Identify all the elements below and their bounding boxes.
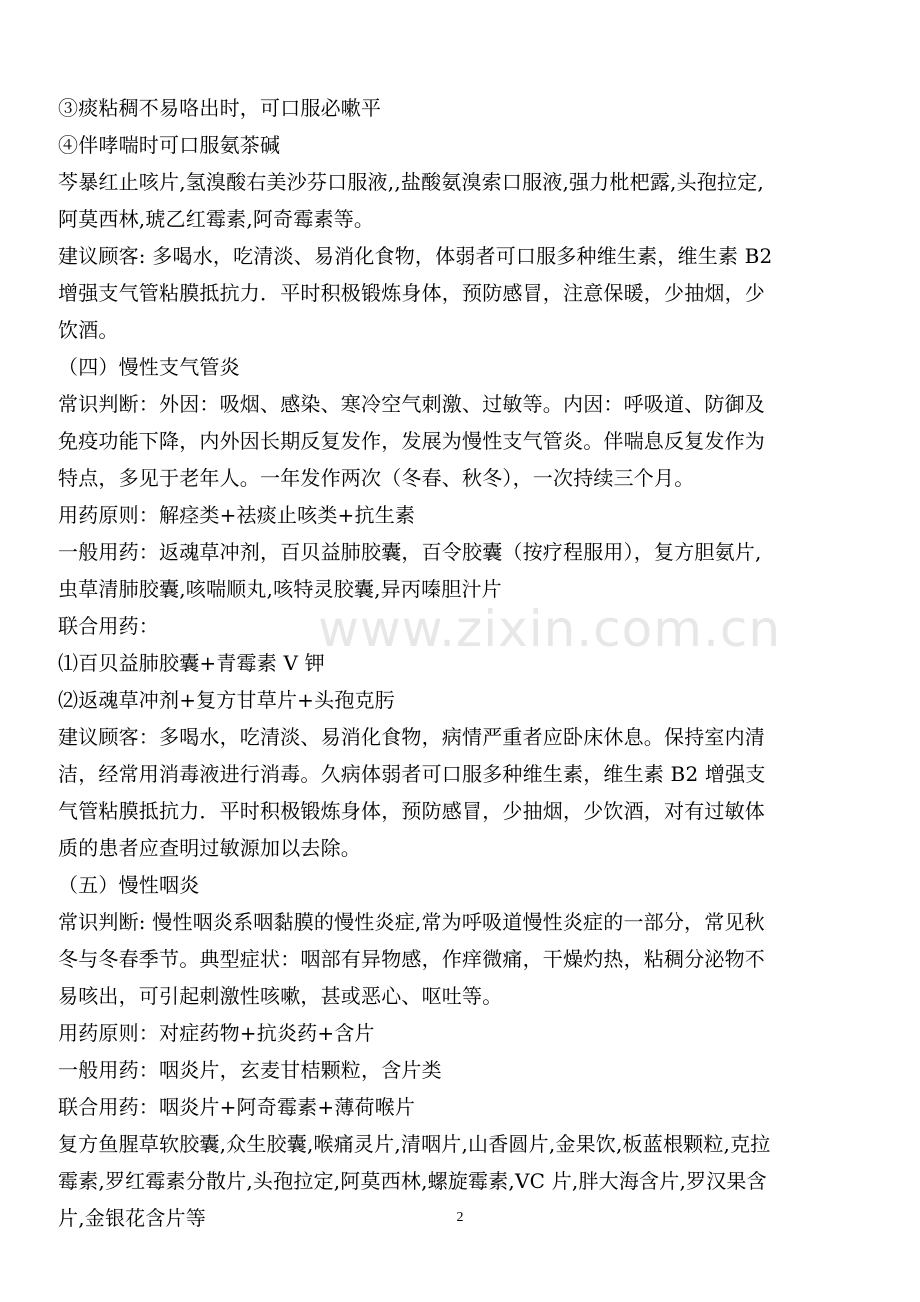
text-line: 常识判断：外因：吸烟、感染、寒冷空气刺激、过敏等。内因：呼吸道、防御及 xyxy=(58,392,765,416)
text-line: 联合用药： xyxy=(58,614,159,638)
text-line: 芩暴红止咳片,氢溴酸右美沙芬口服液,,盐酸氨溴索口服液,强力枇杷露,头孢拉定, xyxy=(58,170,764,194)
text-line: 增强支气管粘膜抵抗力．平时积极锻炼身体，预防感冒，注意保暖，少抽烟，少 xyxy=(58,281,765,305)
text-line: 阿莫西林,琥乙红霉素,阿奇霉素等。 xyxy=(58,207,375,231)
text-line: 用药原则：对症药物+抗炎药+含片 xyxy=(58,1021,375,1045)
text-line: 片,金银花含片等 xyxy=(58,1206,206,1230)
text-line: 一般用药：咽炎片，玄麦甘桔颗粒，含片类 xyxy=(58,1058,442,1082)
watermark: www.zixin.com.cn xyxy=(318,600,782,658)
page-number: 2 xyxy=(456,1210,464,1225)
text-line: 一般用药：返魂草冲剂，百贝益肺胶囊，百令胶囊（按疗程服用），复方胆氨片, xyxy=(58,540,762,564)
text-line: 联合用药：咽炎片+阿奇霉素+薄荷喉片 xyxy=(58,1095,416,1119)
text-line: 霉素,罗红霉素分散片,头孢拉定,阿莫西林,螺旋霉素,VC 片,胖大海含片,罗汉果含 xyxy=(58,1169,767,1193)
text-line: 质的患者应查明过敏源加以去除。 xyxy=(58,836,361,860)
text-line: 冬与冬春季节。典型症状：咽部有异物感，作痒微痛，干燥灼热，粘稠分泌物不 xyxy=(58,947,765,971)
text-line: 虫草清肺胶囊,咳喘顺丸,咳特灵胶囊,异丙嗪胆汁片 xyxy=(58,577,502,601)
text-line: 免疫功能下降，内外因长期反复发作，发展为慢性支气管炎。伴喘息反复发作为 xyxy=(58,429,765,453)
document-body xyxy=(58,90,826,1237)
text-line: 常识判断: 慢性咽炎系咽黏膜的慢性炎症,常为呼吸道慢性炎症的一部分，常见秋 xyxy=(58,910,765,934)
text-line: 建议顾客: 多喝水，吃清淡、易消化食物，体弱者可口服多种维生素，维生素 B2 xyxy=(58,244,773,268)
text-line: 建议顾客：多喝水，吃清淡、易消化食物，病情严重者应卧床休息。保持室内清 xyxy=(58,725,765,749)
text-line: 饮酒。 xyxy=(58,318,119,342)
text-line: 复方鱼腥草软胶囊,众生胶囊,喉痛灵片,清咽片,山香圆片,金果饮,板蓝根颗粒,克拉 xyxy=(58,1132,771,1156)
text-line: 易咳出，可引起刺激性咳嗽，甚或恶心、呕吐等。 xyxy=(58,984,503,1008)
text-line: ⑵返魂草冲剂+复方甘草片+头孢克肟 xyxy=(58,688,395,712)
text-line: ④伴哮喘时可口服氨茶碱 xyxy=(58,133,281,157)
text-line: 用药原则：解痉类+祛痰止咳类+抗生素 xyxy=(58,503,416,527)
section-heading: （五）慢性咽炎 xyxy=(58,873,200,897)
text-line: 洁，经常用消毒液进行消毒。久病体弱者可口服多种维生素，维生素 B2 增强支 xyxy=(58,762,766,786)
section-heading: （四）慢性支气管炎 xyxy=(58,355,240,379)
text-line: ⑴百贝益肺胶囊+青霉素 V 钾 xyxy=(58,651,325,675)
text-line: 气管粘膜抵抗力．平时积极锻炼身体，预防感冒，少抽烟，少饮酒，对有过敏体 xyxy=(58,799,765,823)
text-line: ③痰粘稠不易咯出时，可口服必嗽平 xyxy=(58,96,382,120)
text-line: 特点，多见于老年人。一年发作两次（冬春、秋冬），一次持续三个月。 xyxy=(58,466,695,490)
